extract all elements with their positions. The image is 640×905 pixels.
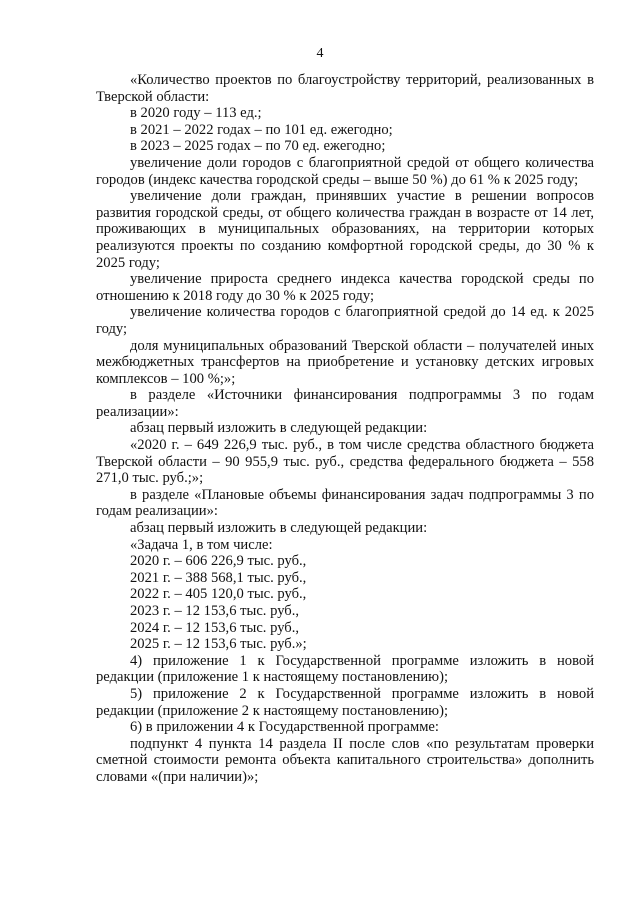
paragraph: 6) в приложении 4 к Государственной программе: [130,719,439,736]
paragraph: 2023 г. – 12 153,6 тыс. руб., [130,603,300,619]
page-number: 4 [316,46,324,61]
paragraph: 2025 г. – 12 153,6 тыс. руб.»; [130,636,307,653]
paragraph: 2024 г. – 12 153,6 тыс. руб., [130,619,300,636]
paragraph: в разделе «Источники финансирования подпрограммы 3 по годам реализации»: [96,387,594,420]
paragraph: «Количество проектов по благоустройству территорий, реализованных в Тверской области: [96,72,594,105]
paragraph: абзац первый изложить в следующей редакции: [130,520,428,537]
paragraph: 5) приложение 2 к Государственной программе изложить в новой редакции (приложение 2 к настоящему постановлению); [96,685,594,719]
paragraph: увеличение доли городов с благоприятной средой от общего количества городов (индекс качества городской среды – выше 50 %) до 61 % к 2025 году; [96,154,594,188]
paragraph: 4) приложение 1 к Государственной программе изложить в новой редакции (приложение 1 к настоящему постановлению); [96,652,594,686]
paragraph: 2020 г. – 606 226,9 тыс. руб., [130,553,307,570]
paragraph: увеличение прироста среднего индекса качества городской среды по отношению к 2018 году до 30 % к 2025 году; [96,271,594,304]
paragraph: увеличение доли граждан, принявших участие в решении вопросов развития городской среды, от общего количества граждан в возрасте от 14 лет, проживающих в муниципальных образованиях, на территории которых реализуются проекты по созданию комфортной городской среды, до 30 % к 2025 году; [96,188,594,271]
paragraph: подпункт 4 пункта 14 раздела II после слов «по результатам проверки сметной стоимости ремонта объекта капитального строительства» дополнить словами «(при наличии)»; [96,735,594,785]
paragraph: доля муниципальных образований Тверской области – получателей иных межбюджетных трансфертов на приобретение и установку детских игровых комплексов – 100 %;»; [96,337,594,387]
paragraph: в 2021 – 2022 годах – по 101 ед. ежегодно; [130,121,393,138]
paragraph: абзац первый изложить в следующей редакции: [130,420,428,437]
paragraph: увеличение количества городов с благоприятной средой до 14 ед. к 2025 году; [96,304,594,337]
paragraph: в разделе «Плановые объемы финансирования задач подпрограммы 3 по годам реализации»: [96,486,594,520]
paragraph: «2020 г. – 649 226,9 тыс. руб., в том числе средства областного бюджета Тверской области – 90 955,9 тыс. руб., средства федерального бюджета – 558 271,0 тыс. руб.;»; [96,437,594,487]
paragraph: в 2023 – 2025 годах – по 70 ед. ежегодно; [130,138,386,155]
paragraph: «Задача 1, в том числе: [130,536,273,553]
paragraph: 2021 г. – 388 568,1 тыс. руб., [130,569,307,586]
paragraph: 2022 г. – 405 120,0 тыс. руб., [130,586,307,603]
paragraph: в 2020 году – 113 ед.; [130,105,262,122]
document-body [96,72,594,786]
